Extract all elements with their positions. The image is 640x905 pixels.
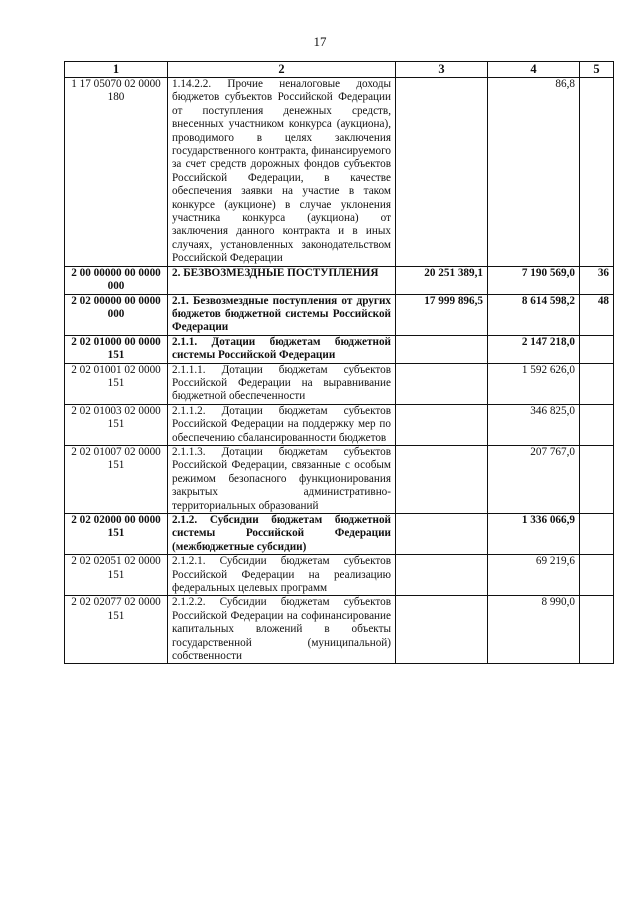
percent-cell <box>580 445 614 513</box>
column-header-code: 1 <box>65 62 168 78</box>
table-row <box>65 445 614 513</box>
code-cell: 2 02 01007 02 0000 151 <box>65 445 168 513</box>
percent-cell <box>580 363 614 404</box>
plan-amount-cell <box>396 555 488 596</box>
table-row <box>65 266 614 294</box>
table-row <box>65 555 614 596</box>
fact-amount-cell: 207 767,0 <box>488 445 580 513</box>
description-cell: 2.1.1.1. Дотации бюджетам субъектов Российской Федерации на выравнивание бюджетной обеспеченности <box>168 363 396 404</box>
plan-amount-cell <box>396 445 488 513</box>
plan-amount-cell <box>396 514 488 555</box>
description-cell: 2.1. Безвозмездные поступления от других бюджетов бюджетной системы Российской Федерации <box>168 294 396 335</box>
page-number: 17 <box>313 34 327 49</box>
table-row <box>65 335 614 363</box>
code-cell: 2 02 02000 00 0000 151 <box>65 514 168 555</box>
code-cell: 2 02 01000 00 0000 151 <box>65 335 168 363</box>
plan-amount-cell <box>396 335 488 363</box>
fact-amount-cell: 2 147 218,0 <box>488 335 580 363</box>
code-cell: 2 02 01001 02 0000 151 <box>65 363 168 404</box>
description-cell: 2.1.1.2. Дотации бюджетам субъектов Российской Федерации на поддержку мер по обеспечению сбалансированности бюджетов <box>168 404 396 445</box>
fact-amount-cell: 86,8 <box>488 78 580 267</box>
fact-amount-cell: 346 825,0 <box>488 404 580 445</box>
fact-amount-cell: 1 336 066,9 <box>488 514 580 555</box>
percent-cell <box>580 555 614 596</box>
description-cell: 2.1.2.2. Субсидии бюджетам субъектов Российской Федерации на софинансирование капитальных вложений в объекты государственной (муниципальной) собственности <box>168 596 396 664</box>
table-row <box>65 596 614 664</box>
description-cell: 2. БЕЗВОЗМЕЗДНЫЕ ПОСТУПЛЕНИЯ <box>168 266 396 294</box>
description-cell: 2.1.1.3. Дотации бюджетам субъектов Российской Федерации, связанные с особым режимом безопасного функционирования закрытых административно-территориальных образований <box>168 445 396 513</box>
code-cell: 1 17 05070 02 0000 180 <box>65 78 168 267</box>
fact-amount-cell: 1 592 626,0 <box>488 363 580 404</box>
code-cell: 2 02 02077 02 0000 151 <box>65 596 168 664</box>
percent-cell <box>580 596 614 664</box>
fact-amount-cell: 7 190 569,0 <box>488 266 580 294</box>
table-header-row <box>65 62 614 78</box>
fact-amount-cell: 8 990,0 <box>488 596 580 664</box>
plan-amount-cell: 17 999 896,5 <box>396 294 488 335</box>
plan-amount-cell: 20 251 389,1 <box>396 266 488 294</box>
percent-cell <box>580 78 614 267</box>
code-cell: 2 00 00000 00 0000 000 <box>65 266 168 294</box>
percent-cell: 36 <box>580 266 614 294</box>
description-cell: 2.1.1. Дотации бюджетам бюджетной системы Российской Федерации <box>168 335 396 363</box>
table-row <box>65 404 614 445</box>
plan-amount-cell <box>396 404 488 445</box>
percent-cell <box>580 404 614 445</box>
table-row <box>65 294 614 335</box>
percent-cell <box>580 514 614 555</box>
column-header-percent: 5 <box>580 62 614 78</box>
table-row <box>65 363 614 404</box>
budget-revenue-table <box>64 61 614 664</box>
column-header-fact: 4 <box>488 62 580 78</box>
description-cell: 2.1.2.1. Субсидии бюджетам субъектов Российской Федерации на реализацию федеральных целевых программ <box>168 555 396 596</box>
fact-amount-cell: 8 614 598,2 <box>488 294 580 335</box>
plan-amount-cell <box>396 363 488 404</box>
table-row <box>65 78 614 267</box>
code-cell: 2 02 00000 00 0000 000 <box>65 294 168 335</box>
description-cell: 1.14.2.2. Прочие неналоговые доходы бюджетов субъектов Российской Федерации от поступления денежных средств, внесенных участником конкурса (аукциона), проводимого в целях заключения государственного контракта, финансируемого за счет средств дорожных фондов субъектов Российской Федерации, в качестве обеспечения заявки на участие в таком конкурсе (аукционе) в случае уклонения участника конкурса (аукциона) от заключения данного контракта и в иных случаях, установленных законодательством Российской Федерации <box>168 78 396 267</box>
column-header-description: 2 <box>168 62 396 78</box>
table-row <box>65 514 614 555</box>
plan-amount-cell <box>396 78 488 267</box>
code-cell: 2 02 01003 02 0000 151 <box>65 404 168 445</box>
percent-cell: 48 <box>580 294 614 335</box>
plan-amount-cell <box>396 596 488 664</box>
description-cell: 2.1.2. Субсидии бюджетам бюджетной системы Российской Федерации (межбюджетные субсидии) <box>168 514 396 555</box>
fact-amount-cell: 69 219,6 <box>488 555 580 596</box>
column-header-plan: 3 <box>396 62 488 78</box>
percent-cell <box>580 335 614 363</box>
table-body <box>65 78 614 664</box>
code-cell: 2 02 02051 02 0000 151 <box>65 555 168 596</box>
